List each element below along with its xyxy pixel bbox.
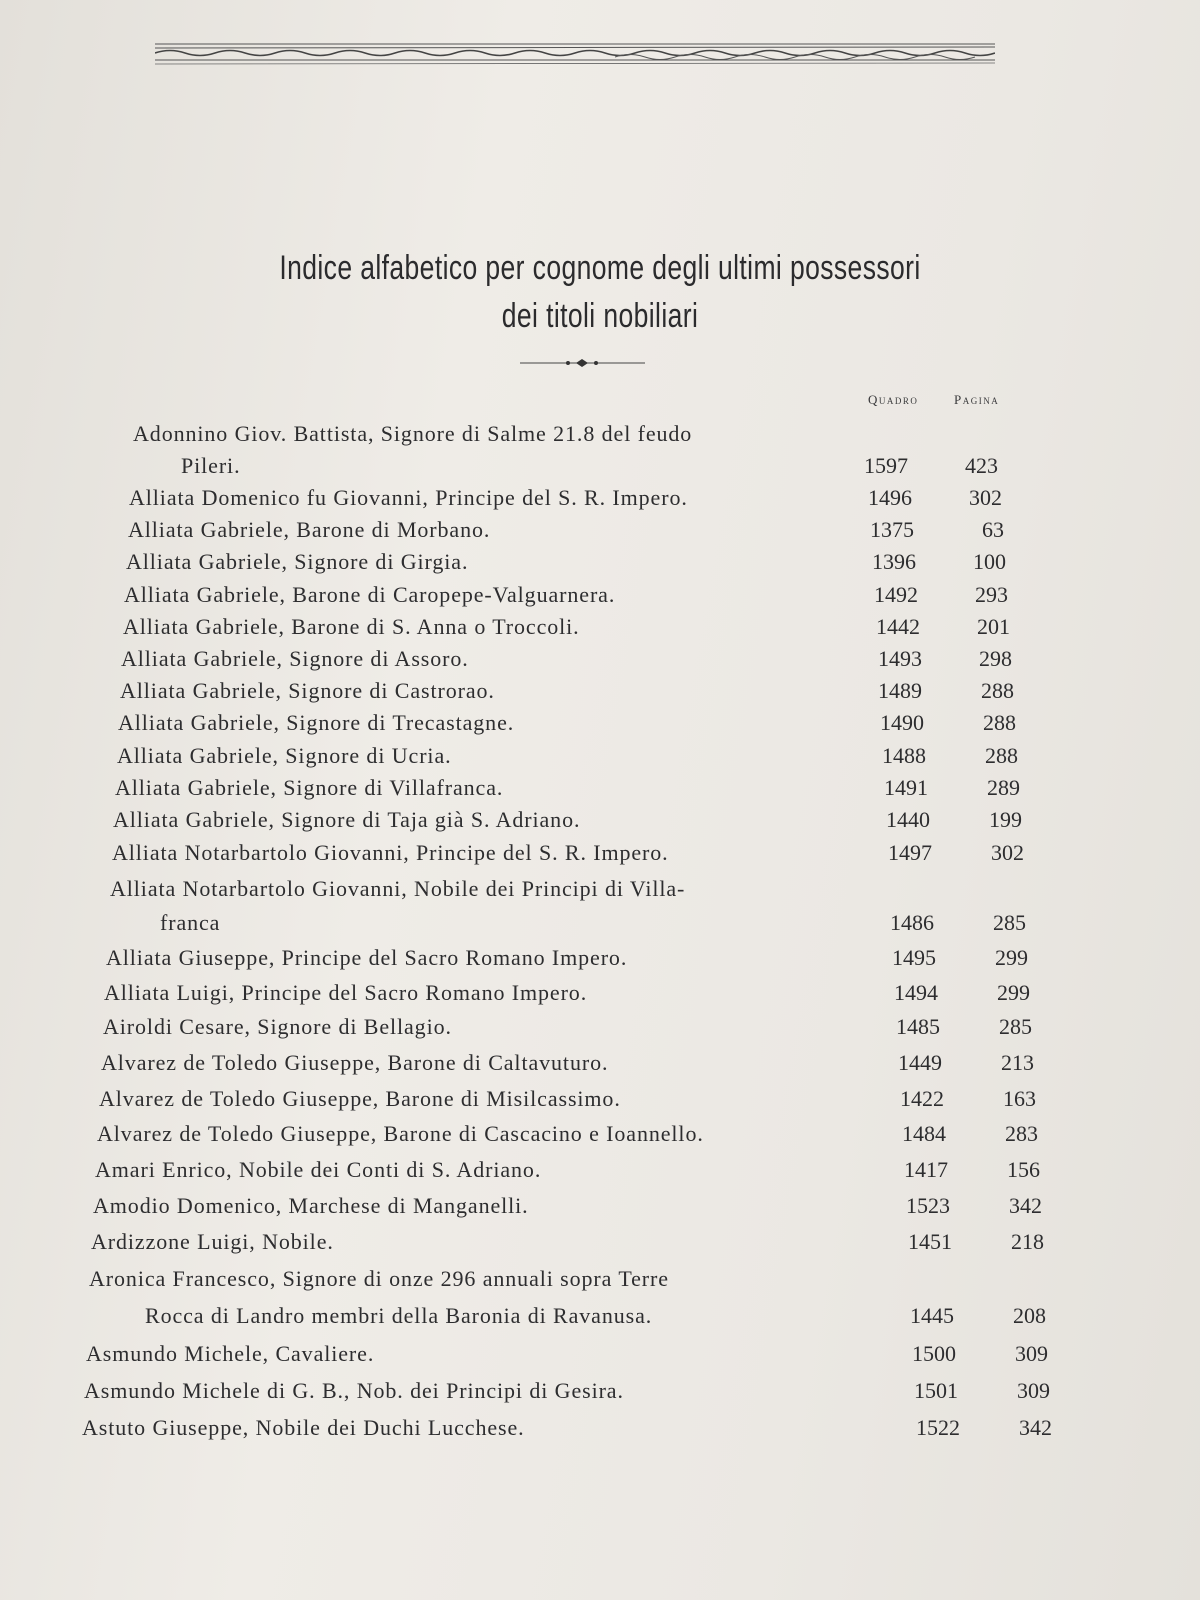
entry-quadro: 1486 — [890, 910, 934, 935]
entry-text: Alvarez de Toledo Giuseppe, Barone di Misilcassimo. — [99, 1086, 621, 1111]
entry-pagina: 298 — [979, 646, 1012, 671]
entry-quadro: 1500 — [912, 1341, 956, 1366]
entry-quadro: 1440 — [886, 807, 930, 832]
entry-text: Alliata Gabriele, Signore di Girgia. — [126, 549, 469, 574]
entry-text: Alliata Notarbartolo Giovanni, Nobile dei Principi di Villa- — [110, 876, 686, 901]
entry-pagina: 208 — [1013, 1303, 1046, 1328]
entry-continuation: Pileri. — [181, 453, 241, 478]
entry-quadro: 1522 — [916, 1415, 960, 1440]
entry-text: Ardizzone Luigi, Nobile. — [91, 1229, 334, 1254]
entry-text: Alliata Gabriele, Barone di S. Anna o Troccoli. — [123, 614, 580, 639]
entry-quadro: 1485 — [896, 1014, 940, 1039]
entry-quadro: 1375 — [870, 517, 914, 542]
entry-text: Alliata Giuseppe, Principe del Sacro Romano Impero. — [106, 945, 628, 970]
entry-quadro: 1496 — [868, 485, 912, 510]
entry-text: Alliata Gabriele, Barone di Caropepe-Valguarnera. — [124, 582, 616, 607]
column-header-pagina: Pagina — [954, 392, 1000, 407]
entry-quadro: 1490 — [880, 710, 924, 735]
entry-text: Alvarez de Toledo Giuseppe, Barone di Cascacino e Ioannello. — [97, 1121, 704, 1146]
entry-text: Asmundo Michele, Cavaliere. — [86, 1341, 375, 1366]
entry-quadro: 1451 — [908, 1229, 952, 1254]
title-line-2: dei titoli nobiliari — [501, 297, 699, 335]
entry-pagina: 289 — [987, 775, 1020, 800]
column-header-quadro: Quadro — [868, 392, 919, 407]
entry-text: Alliata Gabriele, Signore di Villafranca. — [115, 775, 504, 800]
entry-quadro: 1442 — [876, 614, 920, 639]
entry-pagina: 302 — [969, 485, 1002, 510]
entry-text: Asmundo Michele di G. B., Nob. dei Principi di Gesira. — [84, 1378, 624, 1403]
entry-quadro: 1396 — [872, 549, 916, 574]
entry-quadro: 1445 — [910, 1303, 954, 1328]
entry-continuation: franca — [160, 910, 221, 935]
entry-quadro: 1497 — [888, 840, 932, 865]
entry-text: Amari Enrico, Nobile dei Conti di S. Adriano. — [95, 1157, 542, 1182]
entry-text: Astuto Giuseppe, Nobile dei Duchi Lucchese. — [82, 1415, 525, 1440]
entry-pagina: 423 — [965, 453, 998, 478]
entry-pagina: 293 — [975, 582, 1008, 607]
entry-continuation: Rocca di Landro membri della Baronia di Ravanusa. — [145, 1303, 653, 1328]
entry-pagina: 309 — [1017, 1378, 1050, 1403]
entry-pagina: 201 — [977, 614, 1010, 639]
entry-pagina: 288 — [981, 678, 1014, 703]
entry-quadro: 1449 — [898, 1050, 942, 1075]
entry-pagina: 285 — [993, 910, 1026, 935]
entry-pagina: 283 — [1005, 1121, 1038, 1146]
entry-text: Alliata Notarbartolo Giovanni, Principe del S. R. Impero. — [112, 840, 669, 865]
entry-pagina: 100 — [973, 549, 1006, 574]
entry-text: Alvarez de Toledo Giuseppe, Barone di Caltavuturo. — [101, 1050, 609, 1075]
entry-pagina: 302 — [991, 840, 1024, 865]
entry-text: Amodio Domenico, Marchese di Manganelli. — [93, 1193, 529, 1218]
entry-pagina: 288 — [983, 710, 1016, 735]
entry-quadro: 1491 — [884, 775, 928, 800]
entry-pagina: 288 — [985, 743, 1018, 768]
entry-quadro: 1597 — [864, 453, 908, 478]
entry-pagina: 156 — [1007, 1157, 1040, 1182]
entry-pagina: 213 — [1001, 1050, 1034, 1075]
entry-text: Alliata Gabriele, Barone di Morbano. — [128, 517, 491, 542]
entry-text: Adonnino Giov. Battista, Signore di Salme 21.8 del feudo — [133, 421, 693, 446]
entry-text: Alliata Gabriele, Signore di Ucria. — [117, 743, 452, 768]
entry-text: Alliata Gabriele, Signore di Castrorao. — [120, 678, 495, 703]
entry-pagina: 342 — [1019, 1415, 1052, 1440]
entry-text: Alliata Luigi, Principe del Sacro Romano Impero. — [104, 980, 588, 1005]
entry-quadro: 1494 — [894, 980, 938, 1005]
entry-text: Airoldi Cesare, Signore di Bellagio. — [103, 1014, 452, 1039]
entry-pagina: 285 — [999, 1014, 1032, 1039]
entry-pagina: 199 — [989, 807, 1022, 832]
entry-text: Alliata Gabriele, Signore di Trecastagne. — [118, 710, 515, 735]
entry-quadro: 1495 — [892, 945, 936, 970]
entry-quadro: 1492 — [874, 582, 918, 607]
entry-quadro: 1488 — [882, 743, 926, 768]
entry-pagina: 218 — [1011, 1229, 1044, 1254]
entry-quadro: 1523 — [906, 1193, 950, 1218]
entry-pagina: 299 — [995, 945, 1028, 970]
entry-pagina: 342 — [1009, 1193, 1042, 1218]
entry-pagina: 309 — [1015, 1341, 1048, 1366]
entry-quadro: 1422 — [900, 1086, 944, 1111]
entry-text: Alliata Gabriele, Signore di Taja già S. Adriano. — [113, 807, 581, 832]
entry-text: Alliata Gabriele, Signore di Assoro. — [121, 646, 469, 671]
entry-quadro: 1484 — [902, 1121, 946, 1146]
entry-pagina: 299 — [997, 980, 1030, 1005]
entry-quadro: 1493 — [878, 646, 922, 671]
entry-text: Aronica Francesco, Signore di onze 296 annuali sopra Terre — [89, 1266, 669, 1291]
entry-pagina: 163 — [1003, 1086, 1036, 1111]
entry-quadro: 1501 — [914, 1378, 958, 1403]
entry-quadro: 1489 — [878, 678, 922, 703]
entry-text: Alliata Domenico fu Giovanni, Principe del S. R. Impero. — [129, 485, 688, 510]
title-line-1: Indice alfabetico per cognome degli ultimi possessori — [279, 249, 921, 287]
entry-quadro: 1417 — [904, 1157, 948, 1182]
entry-pagina: 63 — [982, 517, 1004, 542]
